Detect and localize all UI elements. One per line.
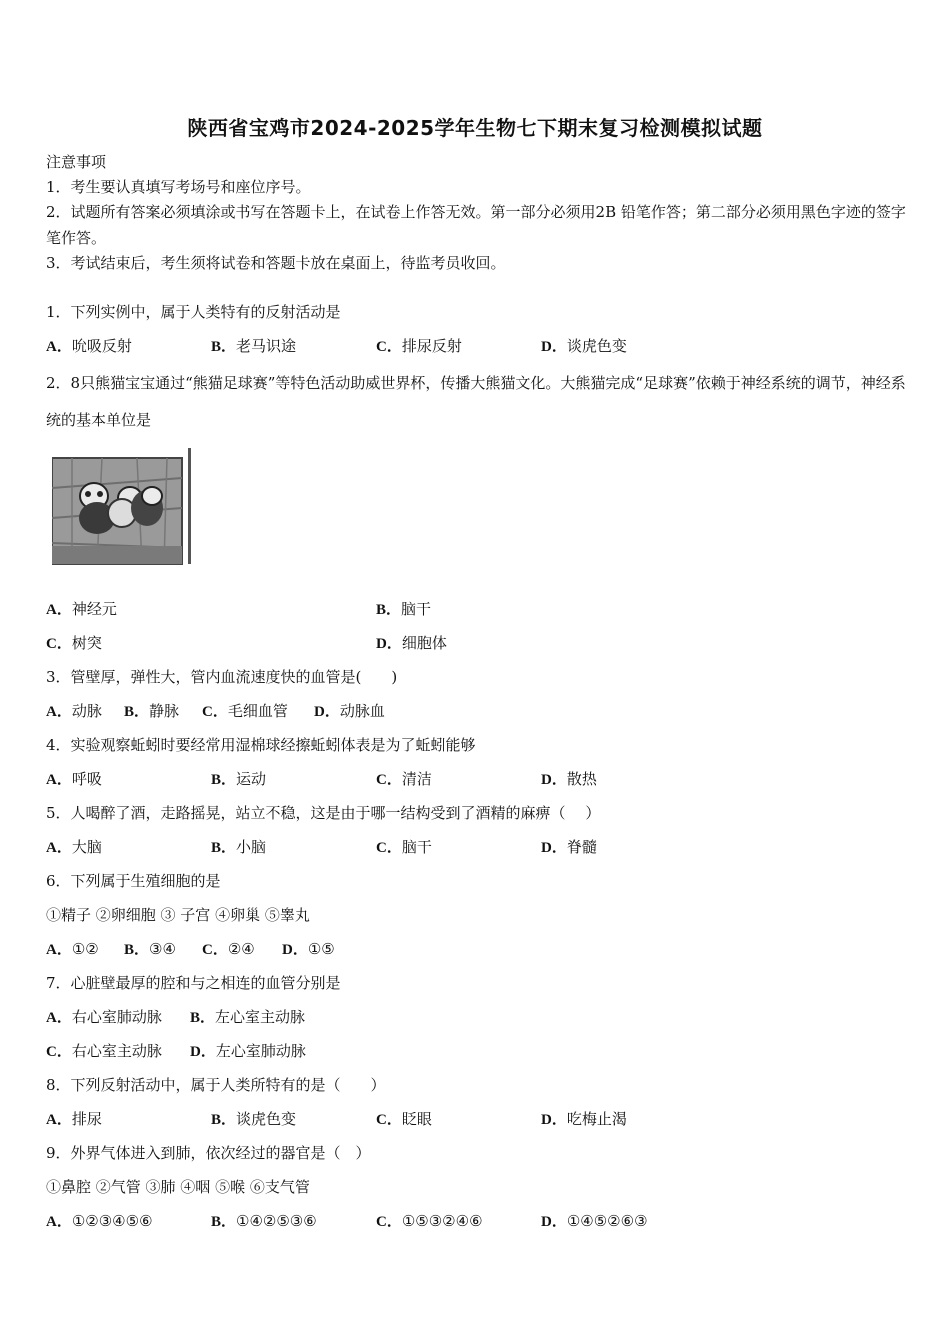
question-6-stem: 6．下列属于生殖细胞的是: [46, 872, 221, 890]
question-6-option-d[interactable]: D．①⑤: [282, 940, 335, 958]
question-9-option-c[interactable]: C．①⑤③②④⑥: [376, 1212, 483, 1230]
question-8-option-a[interactable]: A．排尿: [46, 1110, 102, 1128]
question-7-option-d[interactable]: D．左心室肺动脉: [190, 1042, 306, 1060]
question-1-option-a[interactable]: A．吮吸反射: [46, 337, 132, 355]
question-9-items: ①鼻腔 ②气管 ③肺 ④咽 ⑤喉 ⑥支气管: [46, 1178, 310, 1196]
question-2-option-c[interactable]: C．树突: [46, 634, 102, 652]
panda-photo: [52, 448, 194, 568]
question-4-option-c[interactable]: C．清洁: [376, 770, 432, 788]
question-9-option-d[interactable]: D．①④⑤②⑥③: [541, 1212, 648, 1230]
question-7-stem: 7．心脏壁最厚的腔和与之相连的血管分别是: [46, 974, 341, 992]
question-9-option-a[interactable]: A．①②③④⑤⑥: [46, 1212, 153, 1230]
question-6-option-c[interactable]: C．②④: [202, 940, 255, 958]
notice-item-3: 3．考试结束后，考生须将试卷和答题卡放在桌面上，待监考员收回。: [46, 254, 506, 272]
question-8-option-b[interactable]: B．谈虎色变: [211, 1110, 297, 1128]
question-2-stem: 2．8只熊猫宝宝通过“熊猫足球赛”等特色活动助威世界杯，传播大熊猫文化。大熊猫完成“足球赛”依赖于神经系统的调节，神经系统的基本单位是: [46, 374, 906, 429]
question-7-option-c[interactable]: C．右心室主动脉: [46, 1042, 162, 1060]
question-5-stem: 5．人喝醉了酒，走路摇晃，站立不稳，这是由于哪一结构受到了酒精的麻痹（ ）: [46, 804, 601, 822]
question-2-option-d[interactable]: D．细胞体: [376, 634, 447, 652]
question-9-option-b[interactable]: B．①④②⑤③⑥: [211, 1212, 317, 1230]
question-3-option-d[interactable]: D．动脉血: [314, 702, 385, 720]
notice-heading: 注意事项: [46, 153, 107, 171]
question-7-option-a[interactable]: A．右心室肺动脉: [46, 1008, 162, 1026]
question-8-stem: 8．下列反射活动中，属于人类所特有的是（ ）: [46, 1076, 386, 1094]
question-9-stem: 9．外界气体进入到肺，依次经过的器官是（ ）: [46, 1144, 371, 1162]
question-3-option-b[interactable]: B．静脉: [124, 702, 180, 720]
question-4-option-b[interactable]: B．运动: [211, 770, 267, 788]
question-4-stem: 4．实验观察蚯蚓时要经常用湿棉球经擦蚯蚓体表是为了蚯蚓能够: [46, 736, 476, 754]
question-8-option-d[interactable]: D．吃梅止渴: [541, 1110, 627, 1128]
page-title: 陕西省宝鸡市2024-2025学年生物七下期末复习检测模拟试题: [187, 116, 763, 140]
question-1-option-c[interactable]: C．排尿反射: [376, 337, 462, 355]
question-1-option-d[interactable]: D．谈虎色变: [541, 337, 627, 355]
question-2-option-a[interactable]: A．神经元: [46, 600, 117, 618]
question-3-stem: 3．管壁厚，弹性大，管内血流速度快的血管是( ): [46, 668, 398, 686]
question-5-option-a[interactable]: A．大脑: [46, 838, 102, 856]
question-1-stem: 1．下列实例中，属于人类特有的反射活动是: [46, 303, 341, 321]
question-6-option-a[interactable]: A．①②: [46, 940, 99, 958]
question-6-items: ①精子 ②卵细胞 ③ 子宫 ④卵巢 ⑤睾丸: [46, 906, 310, 924]
notice-item-2: 2．试题所有答案必须填涂或书写在答题卡上，在试卷上作答无效。第一部分必须用2B 铅笔作答；第二部分必须用黑色字迹的签字笔作答。: [46, 203, 906, 247]
notice-item-1: 1．考生要认真填写考场号和座位序号。: [46, 178, 311, 196]
question-3-option-a[interactable]: A．动脉: [46, 702, 102, 720]
question-4-option-d[interactable]: D．散热: [541, 770, 597, 788]
question-1-option-b[interactable]: B．老马识途: [211, 337, 297, 355]
question-5-option-b[interactable]: B．小脑: [211, 838, 267, 856]
question-8-option-c[interactable]: C．眨眼: [376, 1110, 432, 1128]
question-4-option-a[interactable]: A．呼吸: [46, 770, 102, 788]
question-5-option-c[interactable]: C．脑干: [376, 838, 432, 856]
question-7-option-b[interactable]: B．左心室主动脉: [190, 1008, 306, 1026]
question-5-option-d[interactable]: D．脊髓: [541, 838, 597, 856]
question-6-option-b[interactable]: B．③④: [124, 940, 176, 958]
question-2-option-b[interactable]: B．脑干: [376, 600, 432, 618]
question-3-option-c[interactable]: C．毛细血管: [202, 702, 288, 720]
